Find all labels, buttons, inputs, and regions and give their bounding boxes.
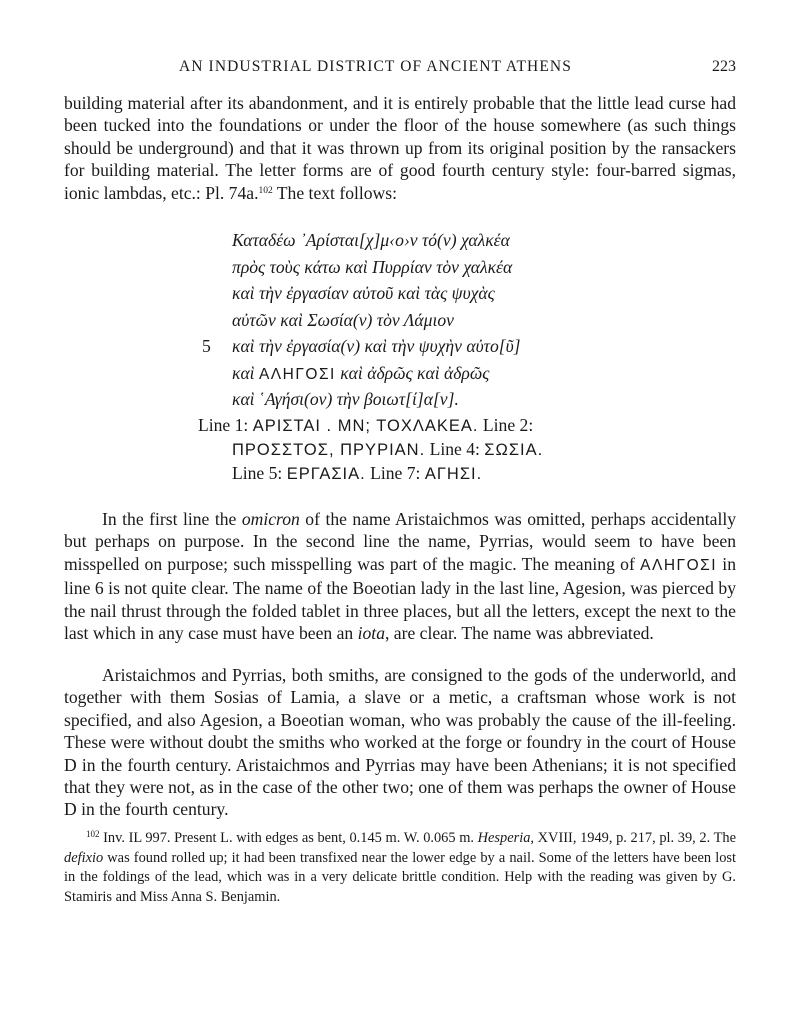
footnote-text-2: XVIII, 1949, p. 217, pl. 39, 2. The: [534, 830, 736, 846]
footnote-reference: 102: [258, 185, 273, 196]
iota-term: iota: [357, 623, 385, 644]
running-title: AN INDUSTRIAL DISTRICT OF ANCIENT ATHENS: [179, 58, 572, 75]
line-1-reading: ΑΡΙΣΤΑΙ . ΜΝ; ΤΟΧΛΑΚΕΑ.: [252, 417, 479, 435]
inscription-text: [202, 227, 652, 413]
inscription-line: [232, 227, 652, 254]
footnote-journal: Hesperia,: [477, 830, 535, 846]
inscription-line: [232, 360, 652, 387]
inscription-line-6-post: καὶ ἀδρῶς καὶ ἀδρῶς: [335, 362, 490, 383]
footnote-number: 102: [86, 829, 100, 839]
footnote-text-1: Inv. IL 997. Present L. with edges as bent, 0.145 m. W. 0.065 m.: [99, 830, 478, 846]
paragraph-1-text-after: The text follows:: [272, 182, 398, 203]
footnote-text-3: was found rolled up; it had been transfixed near the lower edge by a nail. Some of the letters have been lost in the foldings of the lead, which was in a very delicate brittle condition. Help with the reading was given by G. Stamiris and Miss Anna S. Benjamin.: [64, 849, 736, 905]
line-2-reading: ΠΡΟΣΣΤΟΣ, ΠΡΥΡΙΑΝ.: [232, 441, 426, 459]
paragraph-2-text-4: , are clear. The name was abbreviated.: [385, 623, 654, 644]
footnote-defixio: defixio: [64, 849, 104, 866]
inscription-line: [202, 333, 652, 360]
inscription-line: [232, 280, 652, 307]
line-5-label: Line 5:: [232, 463, 287, 483]
line-1-label: Line 1:: [198, 415, 253, 435]
omicron-term: omicron: [241, 509, 300, 529]
inscription-line-4: αὐτῶν καὶ Σωσία(ν) τὸν Λάμιον: [232, 309, 454, 330]
line-7-reading: ΑΓΗΣΙ.: [424, 465, 483, 483]
inscription-line: [232, 254, 652, 281]
line-5-reading: ΕΡΓΑΣΙΑ.: [286, 465, 366, 483]
inscription-line-6-pre: καὶ: [232, 362, 259, 383]
readings-row-1: [198, 413, 648, 437]
line-4-reading: ΣΩΣΙΑ.: [484, 441, 544, 459]
paragraph-1: [64, 92, 736, 204]
inscription-line-3: καὶ τὴν ἐργασίαν αὐτοῦ καὶ τὰς ψυχὰς: [232, 283, 495, 303]
line-4-label: Line 4:: [425, 439, 485, 459]
footnote-102: [64, 829, 736, 907]
inscription-line-5: καὶ τὴν ἐργασία(ν) καὶ τὴν ψυχὴν αὐτο[ῦ]: [232, 336, 521, 356]
paragraph-2-text-3: in line 6 is not quite clear. The name of the Boeotian lady in the last line, Agesion, was pierced by the nail thrust through the folded tablet in three places, but all the letters, except the next to the last which in any case must have been an: [64, 553, 736, 644]
inscription-line-7: καὶ ῾Αγήσι(ον) τὴν βοιωτ[ί]α[ν].: [232, 389, 459, 409]
paragraph-2-text-2: of the name Aristaichmos was omitted, perhaps accidentally but perhaps on purpose. In the second line the name, Pyrrias, would seem to have been misspelled on purpose; such misspelling was part of the magic. The meaning of: [64, 509, 737, 574]
page-number: 223: [712, 58, 736, 75]
running-head: [64, 58, 736, 80]
line-7-label: Line 7:: [365, 463, 425, 483]
inscription-line: [232, 307, 652, 334]
inscription-line: [232, 386, 652, 413]
inscription-line-2: πρὸς τοὺς κάτω καὶ Πυρρίαν τὸν χαλκέα: [232, 256, 513, 277]
readings-row-3: [198, 461, 648, 485]
paragraph-2-text-1: In the first line the: [102, 509, 242, 529]
paragraph-3: Aristaichmos and Pyrrias, both smiths, are consigned to the gods of the underworld, and together with them Sosias of Lamia, a slave or a metic, a craftsman whose work is not specified, and also Agesion, a Boeotian woman, who was probably the cause of the ill-feeling. These were without doubt the smiths who worked at the forge or foundry in the court of House D in the fourth century. Aristaichmos and Pyrrias may have been Athenians; it is not specified that they were not, as in the case of the other two; one of them was perhaps the owner of House D in the fourth century.: [64, 665, 736, 820]
paragraph-2: [64, 508, 736, 644]
inscription-line-1: Καταδέω ᾽Αρίσται[χ]μ‹ο›ν τό(ν) χαλκέα: [232, 230, 510, 250]
inscription-line-6-caps: ΑΛΗΓΟΣΙ: [258, 365, 336, 383]
line-2-label: Line 2:: [478, 415, 534, 435]
paragraph-1-text: building material after its abandonment, and it is entirely probable that the little lead curse had been tucked into the foundations or under the floor of the house somewhere (as such things should be underground) and that it was thrown up from its original position by the ransackers for building material. The letter forms are of good fourth century style: four-barred sigmas, ionic lambdas, etc.: Pl. 74a.: [64, 93, 736, 203]
line-number-5: 5: [202, 336, 211, 356]
alegosi-word: ΑΛΗΓΟΣΙ: [640, 556, 718, 574]
readings-block: [198, 413, 648, 485]
readings-row-2: [198, 437, 648, 461]
